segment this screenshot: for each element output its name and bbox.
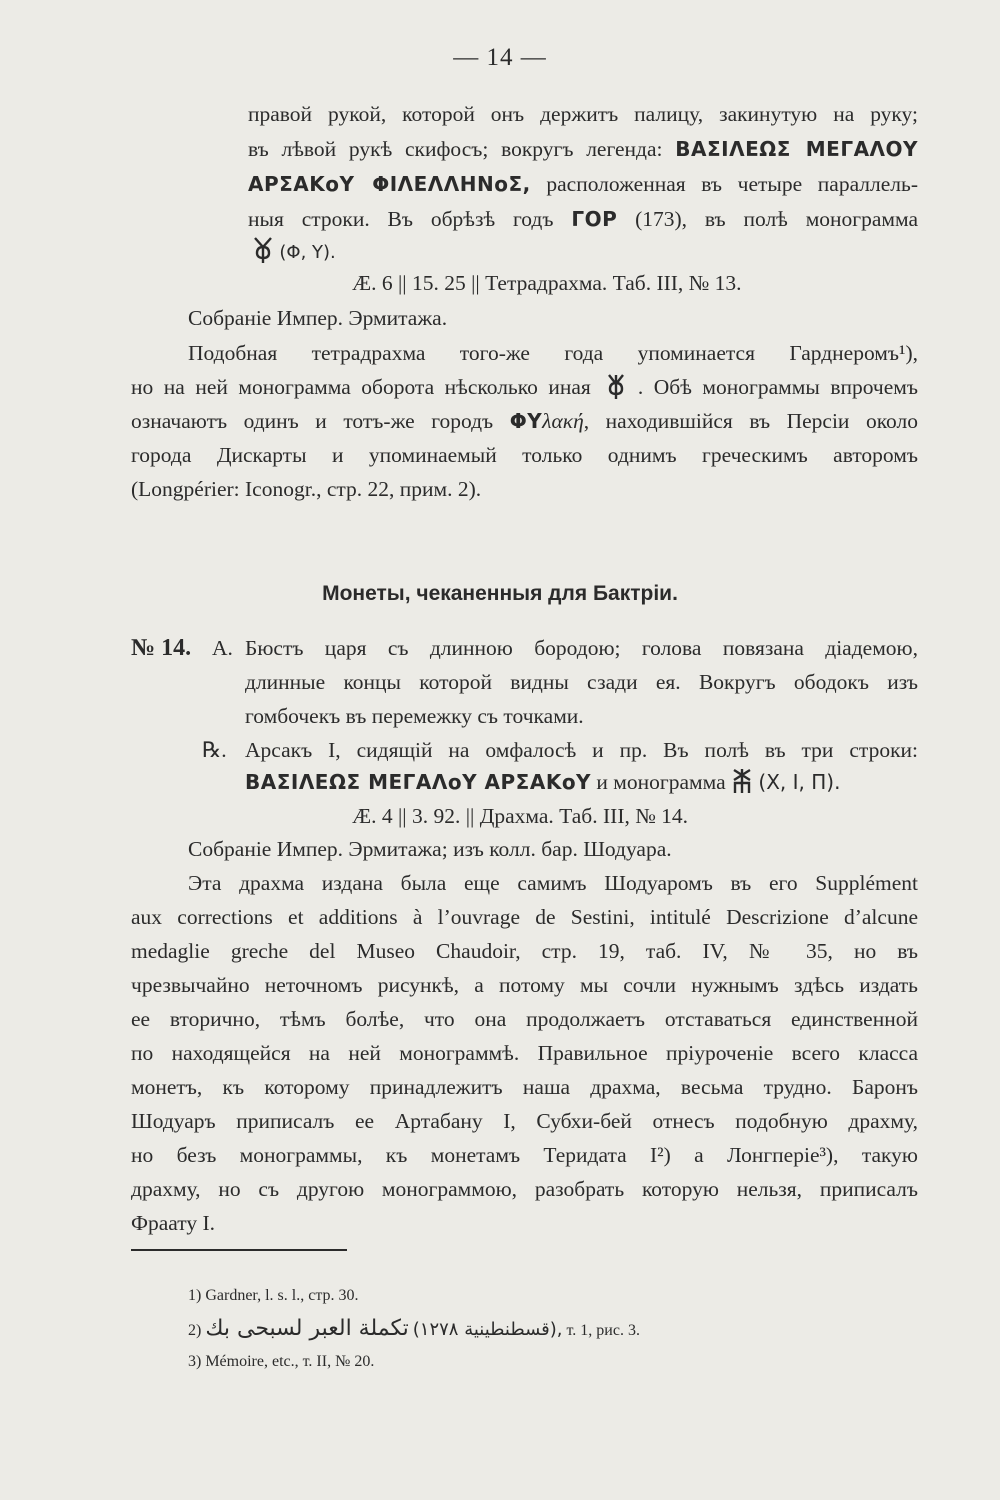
text-span: но на ней монограмма оборота нѣсколько иная <box>131 375 591 399</box>
arabic-title: تكملة العبر لسبحى بك <box>205 1316 409 1341</box>
footnote-tail: т. 1, рис. 3. <box>566 1322 640 1339</box>
text-line: монетъ, къ которому принадлежитъ наша драхма, весьма трудно. Баронъ <box>131 1075 918 1099</box>
footnote-divider <box>131 1249 347 1251</box>
text-line <box>131 406 918 436</box>
footnote-2 <box>188 1318 640 1342</box>
coin-metadata: Æ. 6 || 15. 25 || Тетрадрахма. Таб. III, № 13. <box>352 271 742 295</box>
text-line: по находящейся на ней монограммѣ. Правильное пріуроченіе всего класса <box>131 1041 918 1065</box>
collection-line: Собраніе Импер. Эрмитажа; изъ колл. бар. Шодуара. <box>188 837 672 861</box>
text-span: и монограмма <box>596 770 726 794</box>
coin-metadata: Æ. 4 || 3. 92. || Драхма. Таб. III, № 14. <box>352 804 688 828</box>
text-line: Шодуаръ приписалъ ее Артабану I, Субхи-бей отнесъ подобную драхму, <box>131 1109 918 1133</box>
text-span: ныя строки. Въ обрѣзѣ годъ <box>248 207 554 231</box>
text-line <box>245 767 840 797</box>
text-line: medaglie greche del Museo Chaudoir, стр. 19, таб. IV, № 35, но въ <box>131 939 918 963</box>
text-line: города Дискарты и упоминаемый только однимъ греческимъ авторомъ <box>131 443 918 467</box>
text-line <box>131 372 918 402</box>
obverse-mark: А. <box>212 636 233 660</box>
text-line: длинные концы которой видны сзади ея. Вокругъ ободокъ изъ <box>245 670 918 694</box>
monogram-icon <box>605 372 627 400</box>
greek-year: ΓΟΡ <box>571 207 618 231</box>
greek-word-italic: λακή <box>542 409 584 433</box>
greek-legend: ΒΑΣΙΛΕΩΣ ΜΕΓΑΛΟΥ <box>675 137 919 161</box>
text-line: Эта драхма издана была еще самимъ Шодуаромъ въ его Supplément <box>188 871 918 895</box>
text-line: Подобная тетрадрахма того-же года упоминается Гарднеромъ¹), <box>188 341 918 365</box>
greek-legend: ΑΡΣΑΚοΥ ΦΙΛΕΛΛΗΝοΣ, <box>248 172 531 196</box>
monogram-letters: (Χ, Ι, Π). <box>758 770 841 794</box>
footnote-3: 3) Mémoire, etc., т. II, № 20. <box>188 1353 375 1370</box>
section-heading: Монеты, чеканенныя для Бактріи. <box>322 582 678 605</box>
text-span: , находившійся въ Персіи около <box>583 409 918 433</box>
text-span: означаютъ одинъ и тотъ-же городъ <box>131 409 494 433</box>
greek-word: ΦΥ <box>509 409 543 433</box>
footnote-number: 2) <box>188 1322 202 1339</box>
text-span: расположенная въ четыре параллель- <box>546 172 918 196</box>
monogram-icon <box>252 236 274 264</box>
text-line: но безъ монограммы, къ монетамъ Теридата I²) а Лонгперіе³), такую <box>131 1143 918 1167</box>
text-line <box>248 169 918 199</box>
monogram-icon <box>731 767 753 795</box>
text-line: чрезвычайно неточномъ рисункѣ, а потому мы сочли нужнымъ здѣсь издать <box>131 973 918 997</box>
text-line <box>252 236 336 268</box>
text-line <box>248 134 918 164</box>
text-span: . Обѣ монограммы впрочемъ <box>637 375 919 399</box>
footnote-1: 1) Gardner, l. s. l., стр. 30. <box>188 1287 359 1304</box>
text-line: правой рукой, которой онъ держитъ палицу, закинутую на руку; <box>248 102 918 126</box>
text-line: Бюстъ царя съ длинною бородою; голова повязана діадемою, <box>245 636 918 660</box>
page-number: — 14 — <box>453 44 547 71</box>
text-line: Фраату I. <box>131 1211 216 1235</box>
text-line: ее вторично, тѣмъ болѣе, что она продолжаетъ отставаться единственной <box>131 1007 918 1031</box>
collection-line: Собраніе Импер. Эрмитажа. <box>188 306 448 330</box>
text-line: (Longpérier: Iconogr., стр. 22, прим. 2). <box>131 477 482 501</box>
text-line: aux corrections et additions à l’ouvrage de Sestini, intitulé Descrizione d’alcune <box>131 905 918 929</box>
text-line <box>248 204 918 234</box>
arabic-place: (قسطنطينية ١٢٧٨), <box>412 1319 563 1340</box>
text-line: драхму, но съ другою монограммою, разобрать которую нельзя, приписалъ <box>131 1177 918 1201</box>
text-span: въ лѣвой рукѣ скифосъ; вокругъ легенда: <box>248 137 663 161</box>
monogram-letters: (Φ, Υ). <box>279 242 336 263</box>
text-line: гомбочекъ въ перемежку съ точками. <box>245 704 584 728</box>
text-span: (173), въ полѣ монограмма <box>635 207 919 231</box>
text-line: Арсакъ I, сидящій на омфалосѣ и пр. Въ полѣ въ три строки: <box>245 738 918 762</box>
greek-legend: ΒΑΣΙΛΕΩΣ ΜΕΓΑΛοΥ ΑΡΣΑΚοΥ <box>245 770 592 794</box>
entry-number <box>131 633 191 663</box>
entry-label: № 14. <box>131 635 192 661</box>
reverse-mark: ℞. <box>202 738 227 762</box>
